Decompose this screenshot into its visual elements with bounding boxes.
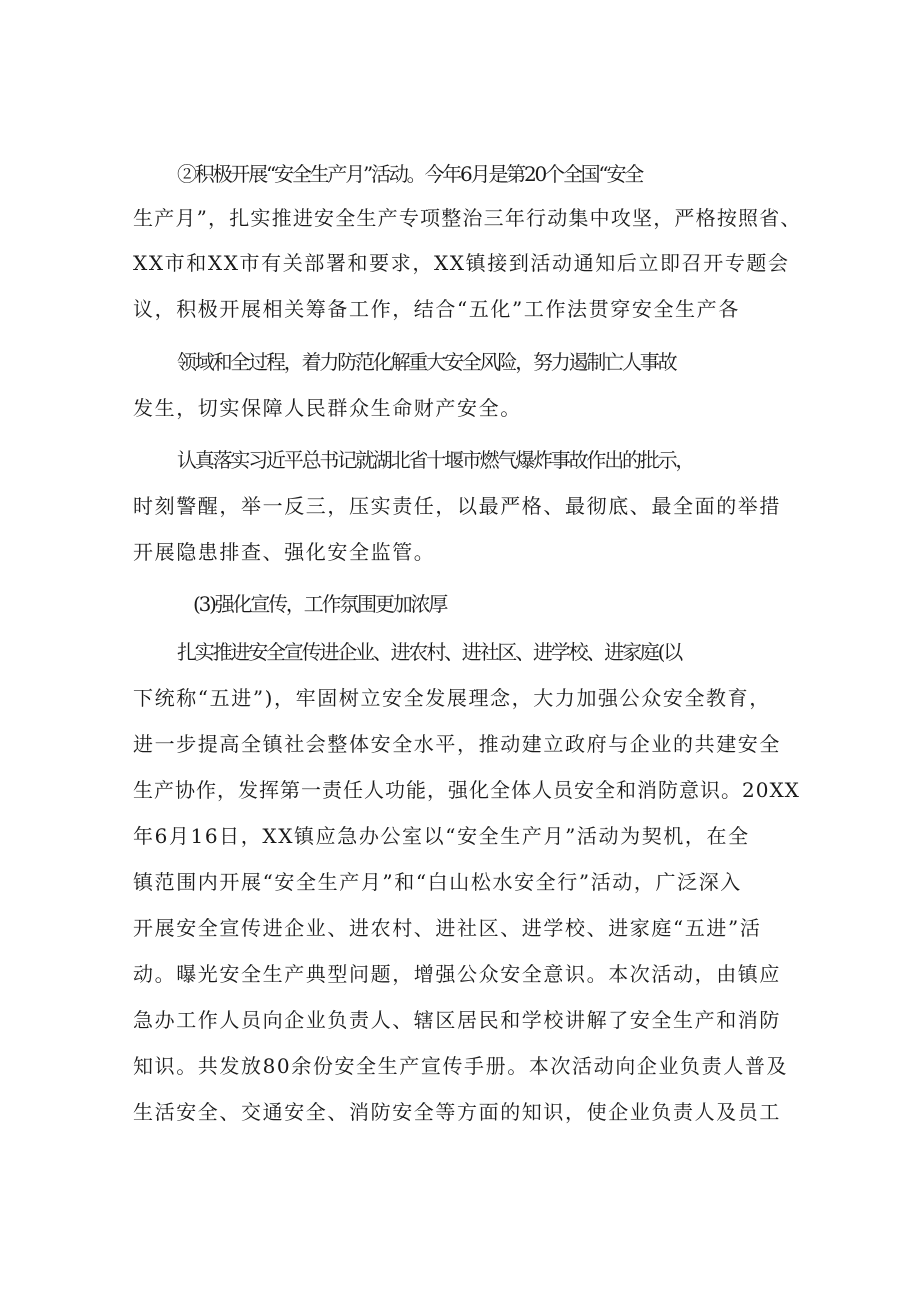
paragraph-line: 开展隐患排查、强化安全监管。 bbox=[133, 540, 436, 564]
paragraph-line: 生产协作，发挥第一责任人功能，强化全体人员安全和消防意识。20XX bbox=[133, 778, 800, 802]
paragraph-line: 时刻警醒，举一反三，压实责任，以最严格、最彻底、最全面的举措 bbox=[133, 494, 781, 518]
paragraph-line: 议，积极开展相关筹备工作，结合“五化”工作法贯穿安全生产各 bbox=[133, 297, 740, 321]
paragraph-line: XX市和XX市有关部署和要求，XX镇接到活动通知后立即召开专题会 bbox=[133, 251, 790, 275]
paragraph-line: 生产月”，扎实推进安全生产专项整治三年行动集中攻坚，严格按照省、 bbox=[133, 206, 802, 230]
paragraph-line: ②积极开展“安全生产月”活动。今年6月是第20个全国“安全 bbox=[177, 162, 643, 186]
paragraph-line: 急办工作人员向企业负责人、辖区居民和学校讲解了安全生产和消防 bbox=[133, 1008, 781, 1032]
paragraph-line: 认真落实习近平总书记就湖北省十堰市燃气爆炸事故作出的批示， bbox=[177, 448, 694, 472]
paragraph-line: 年6月16日，XX镇应急办公室以“安全生产月”活动为契机，在全 bbox=[133, 824, 750, 848]
section-heading: (3)强化宣传，工作氛围更加浓厚 bbox=[193, 592, 447, 616]
paragraph-line: 发生，切实保障人民群众生命财产安全。 bbox=[133, 396, 522, 420]
paragraph-line: 开展安全宣传进企业、进农村、进社区、进学校、进家庭“五进”活 bbox=[133, 916, 762, 940]
paragraph-line: 镇范围内开展“安全生产月”和“白山松水安全行”活动，广泛深入 bbox=[133, 870, 742, 894]
paragraph-line: 下统称“五进”)，牢固树立安全发展理念，大力加强公众安全教育， bbox=[133, 686, 771, 710]
paragraph-line: 动。曝光安全生产典型问题，增强公众安全意识。本次活动，由镇应 bbox=[133, 962, 781, 986]
paragraph-line: 领域和全过程，着力防范化解重大安全风险，努力遏制亡人事故 bbox=[177, 350, 676, 374]
paragraph-line: 进一步提高全镇社会整体安全水平，推动建立政府与企业的共建安全 bbox=[133, 732, 781, 756]
paragraph-line: 扎实推进安全宣传进企业、进农村、进社区、进学校、进家庭(以 bbox=[177, 640, 682, 664]
paragraph-line: 生活安全、交通安全、消防安全等方面的知识，使企业负责人及员工 bbox=[133, 1100, 781, 1124]
paragraph-line: 知识。共发放80余份安全生产宣传手册。本次活动向企业负责人普及 bbox=[133, 1054, 789, 1078]
